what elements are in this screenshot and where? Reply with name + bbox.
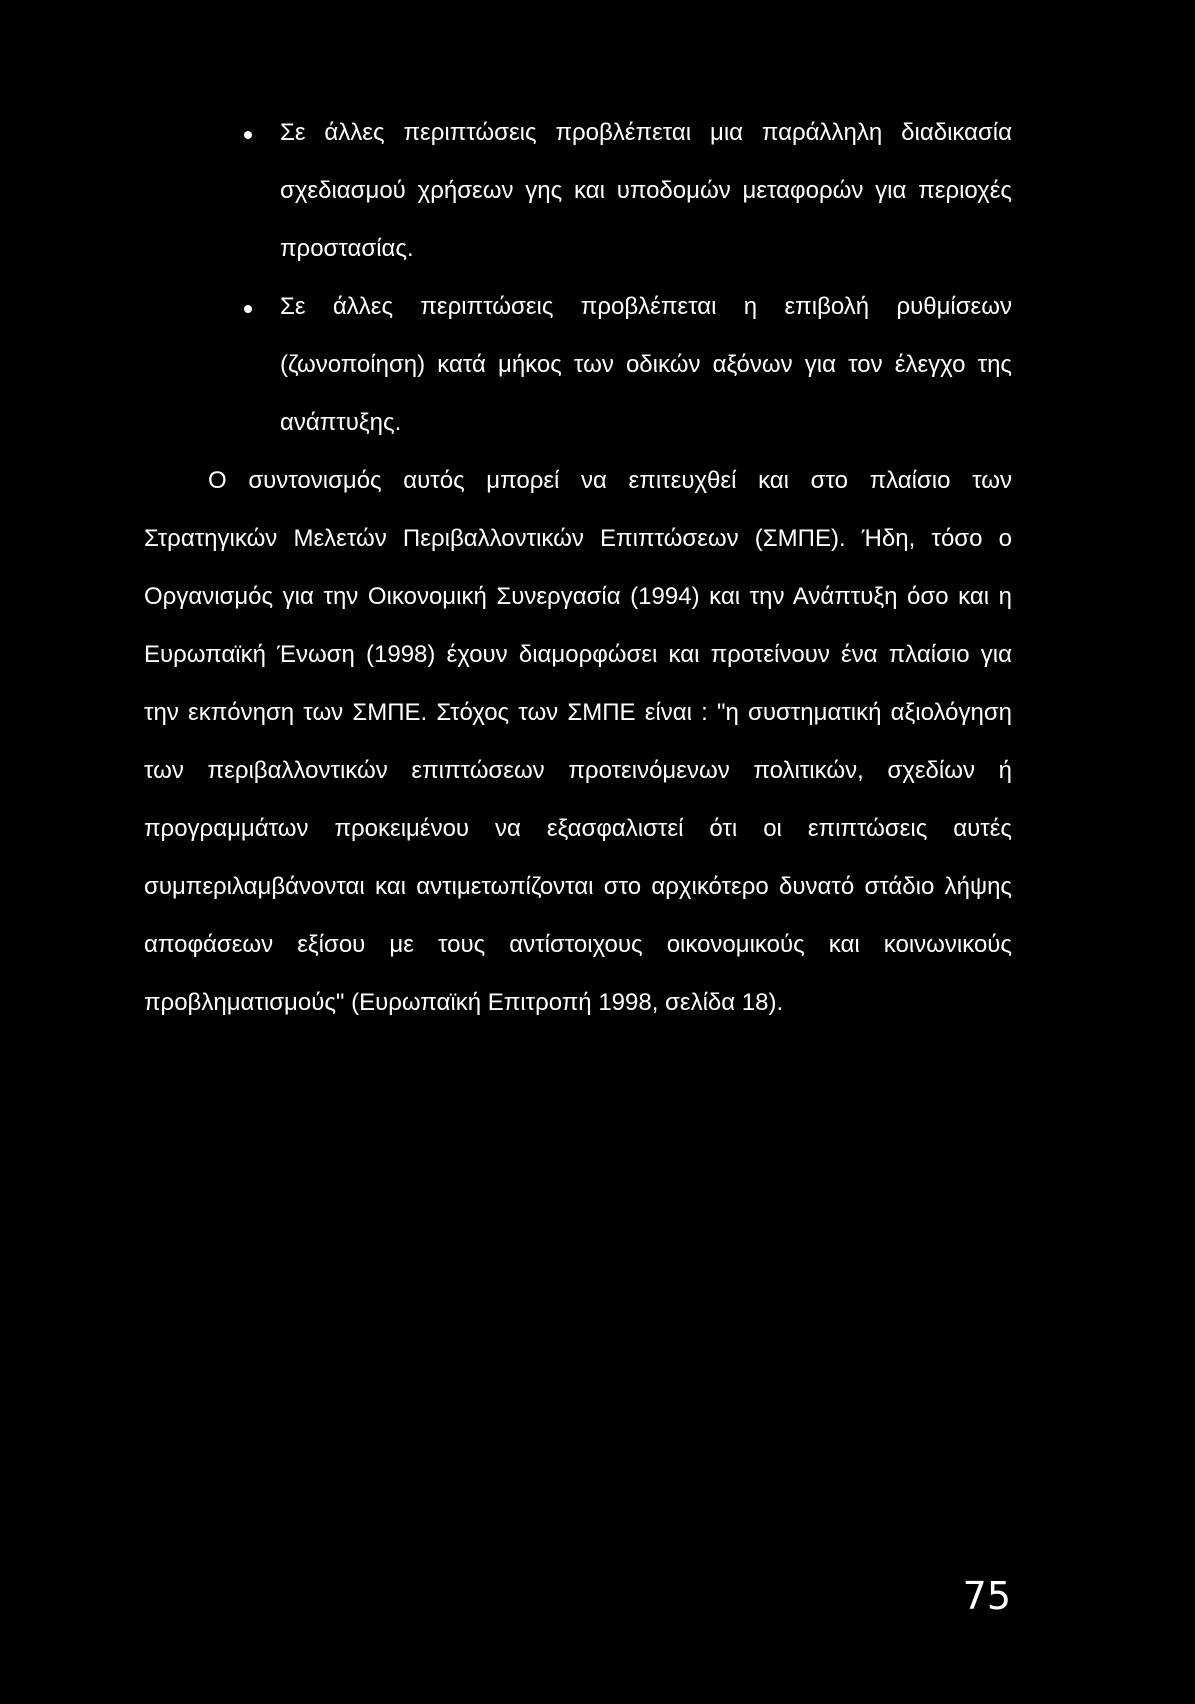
page-number: 75 (962, 1574, 1011, 1618)
bullet-list (44, 104, 1012, 452)
body-paragraph: Ο συντονισμός αυτός μπορεί να επιτευχθεί και στο πλαίσιο των Στρατηγικών Μελετών Περιβαλλοντικών Επιπτώσεων (ΣΜΠΕ). Ήδη, τόσο ο Οργανισμός για την Οικονομική Συνεργασία (1994) και την Ανάπτυξη όσο και η Ευρωπαϊκή Ένωση (1998) έχουν διαμορφώσει και προτείνουν ένα πλαίσιο για την εκπόνηση των ΣΜΠΕ. Στόχος των ΣΜΠΕ είναι : "η συστηματική αξιολόγηση των περιβαλλοντικών επιπτώσεων προτεινόμενων πολιτικών, σχεδίων ή προγραμμάτων προκειμένου να εξασφαλιστεί ότι οι επιπτώσεις αυτές συμπεριλαμβάνονται και αντιμετωπίζονται στο αρχικότερο δυνατό στάδιο λήψης αποφάσεων εξίσου με τους αντίστοιχους οικονομικούς και κοινωνικούς προβληματισμούς" (Ευρωπαϊκή Επιτροπή 1998, σελίδα 18). (144, 467, 1012, 1016)
bullet-item: Σε άλλες περιπτώσεις προβλέπεται η επιβολή ρυθμίσεων (ζωνοποίηση) κατά μήκος των οδικών αξόνων για τον έλεγχο της ανάπτυξης. (144, 278, 1012, 452)
bullet-item: Σε άλλες περιπτώσεις προβλέπεται μια παράλληλη διαδικασία σχεδιασμού χρήσεων γης και υποδομών μεταφορών για περιοχές προστασίας. (144, 104, 1012, 278)
page-content (144, 104, 1012, 1032)
